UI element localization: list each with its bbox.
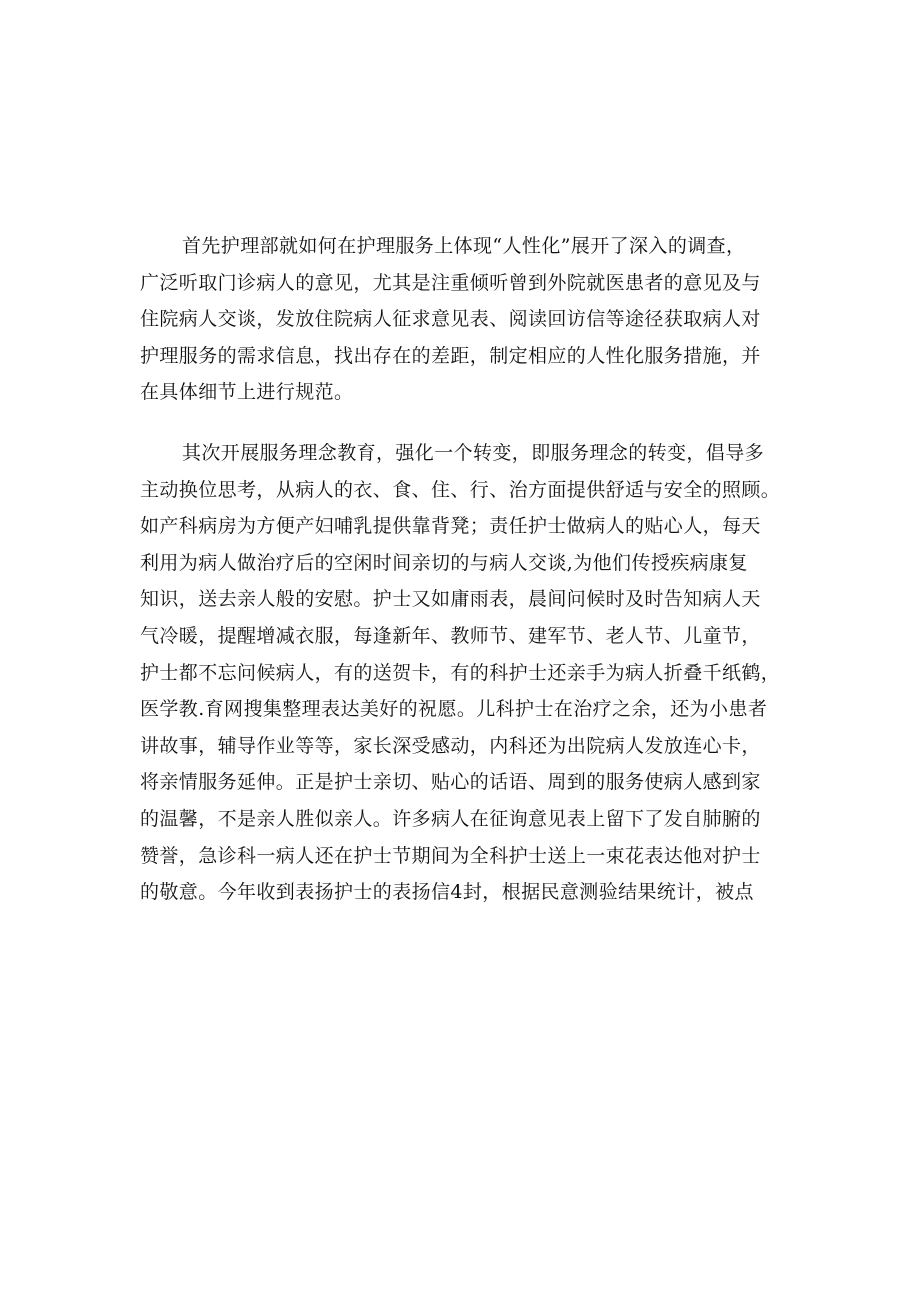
text-line: 住院病人交谈，发放住院病人征求意见表、阅读回访信等途径获取病人对 <box>140 308 761 331</box>
paragraph-2 <box>140 435 780 911</box>
paragraph-1 <box>140 228 780 411</box>
text-line: 赞誉，急诊科一病人还在护士节期间为全科护士送上一束花表达他对护士 <box>140 844 761 867</box>
text-line: 医学教.育网搜集整理表达美好的祝愿。儿科护士在治疗之余，还为小患者 <box>140 698 768 721</box>
text-line: 的温馨，不是亲人胜似亲人。许多病人在征询意见表上留下了发自肺腑的 <box>140 807 761 830</box>
text-line: 其次开展服务理念教育，强化一个转变，即服务理念的转变，倡导多 <box>182 441 765 464</box>
text-line: 护理服务的需求信息，找出存在的差距，制定相应的人性化服务措施，并 <box>140 344 761 367</box>
text-line: 的敬意。今年收到表扬护士的表扬信4封，根据民意测验结果统计，被点 <box>140 881 754 904</box>
text-line: 主动换位思考，从病人的衣、食、住、行、治方面提供舒适与安全的照顾。 <box>140 478 781 501</box>
text-line: 讲故事，辅导作业等等，家长深受感动，内科还为出院病人发放连心卡， <box>140 734 761 757</box>
text-line: 利用为病人做治疗后的空闲时间亲切的与病人交谈,为他们传授疾病康复 <box>140 551 748 574</box>
text-line: 护士都不忘问候病人，有的送贺卡，有的科护士还亲手为病人折叠千纸鹤， <box>140 661 781 684</box>
text-line: 气冷暖，提醒增减衣服，每逢新年、教师节、建军节、老人节、儿童节， <box>140 624 761 647</box>
text-line: 在具体细节上进行规范。 <box>140 381 354 404</box>
document-body <box>140 228 780 911</box>
text-line: 将亲情服务延伸。正是护士亲切、贴心的话语、周到的服务使病人感到家 <box>140 771 761 794</box>
text-line: 知识，送去亲人般的安慰。护士又如庸雨表，晨间问候时及时告知病人天 <box>140 588 761 611</box>
text-line: 如产科病房为方便产妇哺乳提供靠背凳；责任护士做病人的贴心人，每天 <box>140 515 761 538</box>
text-line: 广泛听取门诊病人的意见，尤其是注重倾听曾到外院就医患者的意见及与 <box>140 271 761 294</box>
text-line: 首先护理部就如何在护理服务上体现“人性化”展开了深入的调查， <box>182 235 746 257</box>
